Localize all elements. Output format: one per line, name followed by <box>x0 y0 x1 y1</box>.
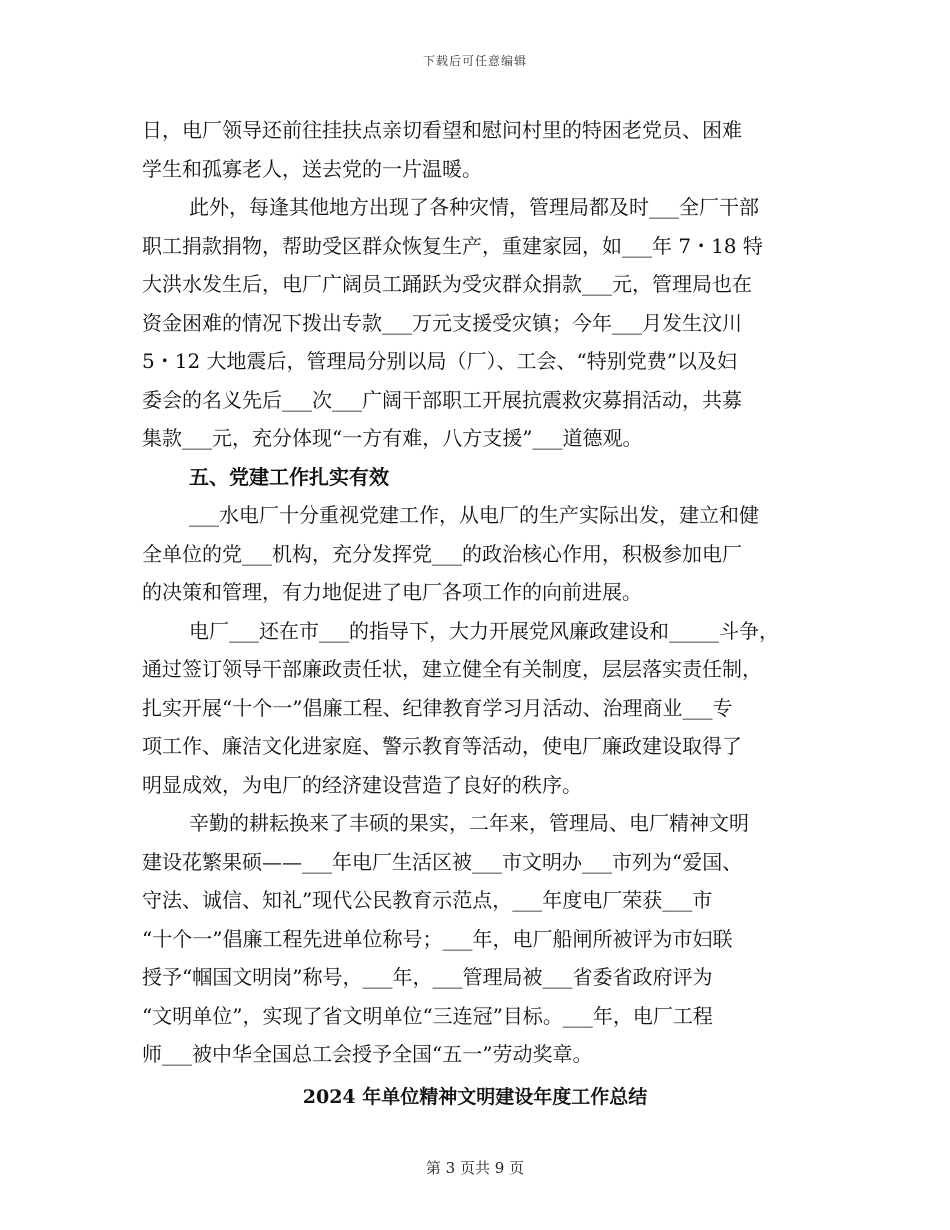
document-body <box>142 111 808 1116</box>
paragraph-line: 的决策和管理，有力地促进了电厂各项工作的向前进展。 <box>142 580 642 604</box>
paragraph-line: 建设花繁果硕——___年电厂生活区被___市文明办___市列为“爱国、 <box>142 849 743 874</box>
paragraph-line: 辛勤的耕耘换来了丰硕的果实，二年来，管理局、电厂精神文明 <box>189 811 749 835</box>
page-footer: 第 3 页共 9 页 <box>425 1159 525 1177</box>
paragraph-line: 学生和孤寡老人，送去党的一片温暖。 <box>142 156 482 181</box>
page-header: 下载后可任意编辑 <box>422 54 527 68</box>
paragraph-line: 通过签订领导干部廉政责任状，建立健全有关制度，层层落实责任制， <box>142 657 762 681</box>
paragraph-line: 全单位的党___机构，充分发挥党___的政治核心作用，积极参加电厂 <box>142 541 742 566</box>
paragraph-line: 明显成效，为电厂的经济建设营造了良好的秩序。 <box>142 772 582 797</box>
paragraph-line: “十个一”倡廉工程先进单位称号；___年，电厂船闸所被评为市妇联 <box>142 926 733 951</box>
paragraph-line: 守法、诚信、知礼”现代公民教育示范点，___年度电厂荣获___市 <box>142 888 713 912</box>
paragraph-line: 扎实开展“十个一”倡廉工程、纪律教育学习月活动、治理商业___专 <box>142 695 733 720</box>
paragraph-line: 日，电厂领导还前往挂扶点亲切看望和慰问村里的特困老党员、困难 <box>142 118 742 142</box>
paragraph-line: 5・12 大地震后，管理局分别以局（厂）、工会、“特别党费”以及妇 <box>142 349 737 373</box>
paragraph-line: 电厂___还在市___的指导下，大力开展党风廉政建设和_____斗争， <box>189 618 779 643</box>
paragraph-line: 此外，每逢其他地方出现了各种灾情，管理局都及时___全厂干部 <box>189 195 759 219</box>
paragraph-line: 师___被中华全国总工会授予全国“五一”劳动奖章。 <box>142 1042 593 1066</box>
paragraph-line: ___水电厂十分重视党建工作，从电厂的生产实际出发，建立和健 <box>189 503 759 527</box>
paragraph-line: 资金困难的情况下拨出专款___万元支援受灾镇；今年___月发生汶川 <box>142 310 742 335</box>
section-heading: 五、党建工作扎实有效 <box>189 464 389 489</box>
paragraph-line: 大洪水发生后，电厂广阔员工踊跃为受灾群众捐款___元，管理局也在 <box>142 272 752 296</box>
paragraph-line: 职工捐款捐物，帮助受区群众恢复生产，重建家园，如___年 7・18 特 <box>142 233 763 258</box>
paragraph-line: “文明单位”，实现了省文明单位“三连冠”目标。___年，电厂工程 <box>142 1003 713 1028</box>
paragraph-line: 项工作、廉洁文化进家庭、警示教育等活动，使电厂廉政建设取得了 <box>142 734 742 758</box>
paragraph-line: 授予“帼国文明岗”称号，___年，___管理局被___省委省政府评为 <box>142 965 713 989</box>
document-title: 2024 年单位精神文明建设年度工作总结 <box>302 1085 648 1108</box>
paragraph-line: 委会的名义先后___次___广阔干部职工开展抗震救灾募捐活动，共募 <box>142 387 742 412</box>
paragraph-line: 集款___元，充分体现“一方有难，八方支援”___道德观。 <box>142 426 643 450</box>
